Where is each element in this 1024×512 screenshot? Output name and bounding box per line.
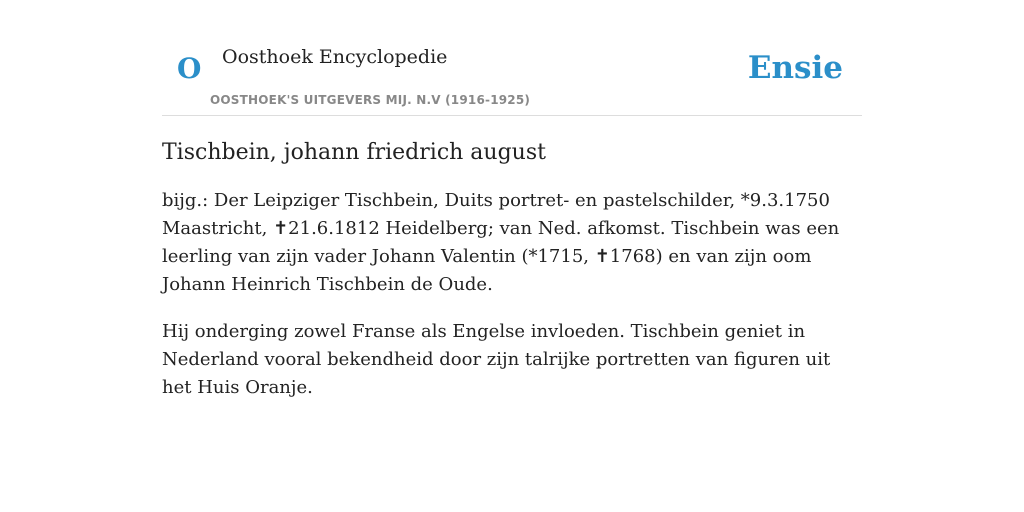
site-header (162, 0, 862, 116)
site-title: Oosthoek Encyclopedie (222, 46, 448, 68)
entry-title: Tischbein, johann friedrich august (162, 140, 546, 165)
publisher-subtitle: OOSTHOEK'S UITGEVERS MIJ. N.V (1916-1925) (210, 93, 531, 107)
entry-paragraph: bijg.: Der Leipziger Tischbein, Duits portret- en pastelschilder, *9.3.1750 Maastricht, ✝21.6.1812 Heidelberg; van Ned. afkomst. Tischbein was een leerling van zijn vader Johann Valentin (*1715, ✝1768) en van zijn oom Johann Heinrich Tischbein de Oude. (162, 190, 840, 295)
page-container (162, 0, 862, 402)
entry-body (162, 187, 862, 402)
oosthoek-logo[interactable]: O (177, 52, 202, 85)
ensie-logo-link[interactable]: Ensie (747, 50, 843, 86)
entry-paragraph: Hij onderging zowel Franse als Engelse invloeden. Tischbein geniet in Nederland vooral bekendheid door zijn talrijke portretten van figuren uit het Huis Oranje. (162, 321, 831, 398)
